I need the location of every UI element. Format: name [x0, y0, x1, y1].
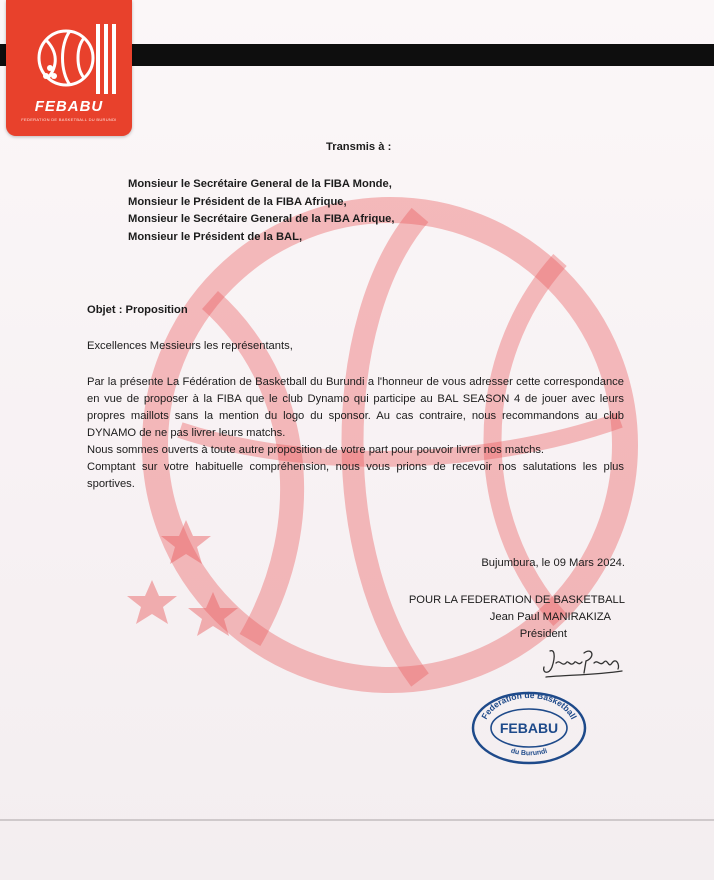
place-date: Bujumbura, le 09 Mars 2024. [481, 557, 625, 569]
logo-name: FEBABU [34, 98, 104, 115]
letter-body [87, 374, 624, 493]
handwritten-signature [536, 645, 626, 685]
stamp-center-text: FEBABU [499, 720, 559, 736]
footer-divider [0, 819, 714, 821]
official-stamp [470, 690, 588, 766]
salutation: Excellences Messieurs les représentants, [87, 340, 293, 352]
body-paragraph: Par la présente La Fédération de Basketball du Burundi a l'honneur de vous adresser cette correspondance en vue de proposer à la FIBA que le club Dynamo qui participe au BAL SEASON 4 de jouer avec leurs propres maillots sans la mention du logo du sponsor. Au cas contraire, nous recommandons au club DYNAMO de ne pas livrer leurs matchs. [87, 376, 624, 439]
signatory-block [409, 592, 625, 643]
subject-line: Objet : Proposition [87, 304, 188, 316]
recipient-list [128, 176, 395, 246]
recipient-line: Monsieur le Président de la BAL, [128, 230, 303, 243]
body-paragraph: Comptant sur votre habituelle compréhension, nous vous prions de recevoir nos salutations les plus sportives. [87, 461, 624, 490]
signatory-org: POUR LA FEDERATION DE BASKETBALL [408, 594, 625, 606]
logo-tagline: FEDERATION DE BASKETBALL DU BURUNDI [21, 117, 117, 122]
body-paragraph: Nous sommes ouverts à toute autre proposition de votre part pour pouvoir livrer nos matchs. [87, 444, 545, 456]
signatory-name: Jean Paul MANIRAKIZA [489, 611, 611, 623]
stamp-top-text: Federation de Basketball [479, 690, 579, 721]
stamp-bottom-text: du Burundi [509, 747, 549, 758]
recipient-line: Monsieur le Secrétaire General de la FIBA Afrique, [128, 213, 395, 225]
transmis-header: Transmis à : [326, 141, 392, 153]
febabu-logo [6, 0, 132, 136]
signatory-title: Président [519, 628, 567, 640]
basketball-logo-icon [6, 0, 132, 136]
recipient-line: Monsieur le Président de la FIBA Afrique, [128, 195, 347, 208]
watermark-star-2 [127, 580, 177, 624]
recipient-line: Monsieur le Secrétaire General de la FIBA Monde, [128, 178, 392, 190]
svg-text:Federation de Basketball [479, 690, 579, 721]
svg-text:du Burundi [510, 748, 548, 758]
